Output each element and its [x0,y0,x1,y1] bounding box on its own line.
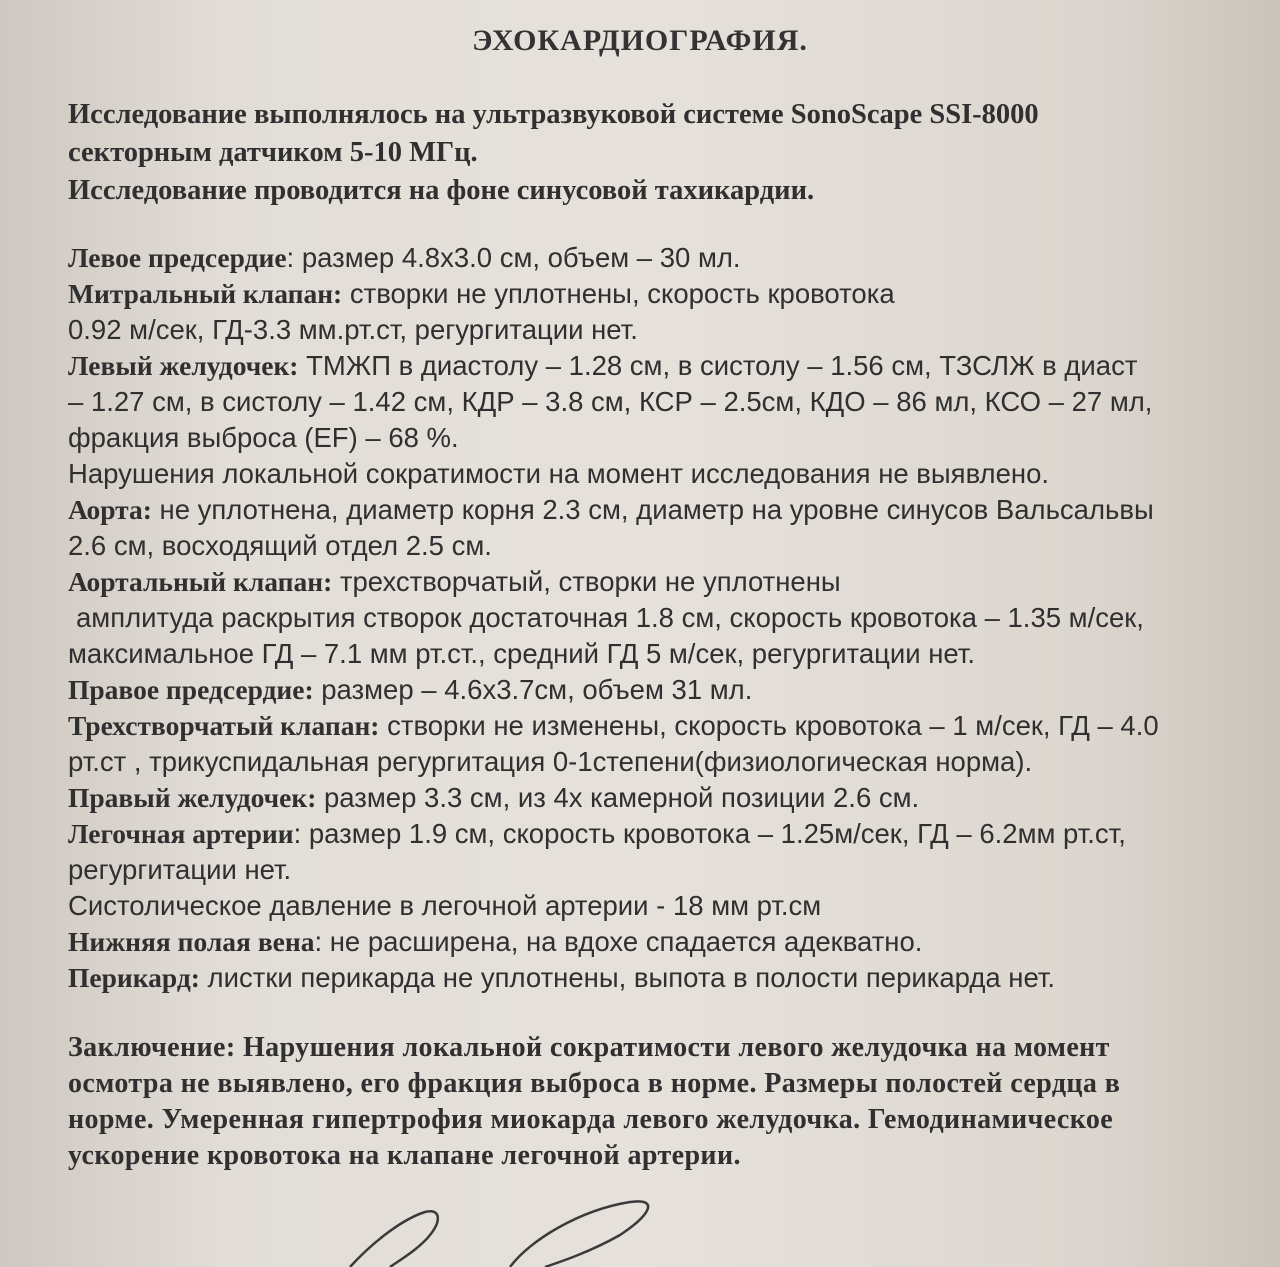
tricuspid-valve-text: створки не изменены, скорость кровотока – 1 м/сек, ГД – 4.0 [379,710,1159,741]
intro-line: Исследование выполнялось на ультразвуковой системе SonoScape SSI-8000 [68,99,1039,130]
mitral-valve-text: створки не уплотнены, скорость кровотока [342,278,895,309]
left-ventricle-line [68,348,1268,384]
intro-block [68,96,1268,210]
document-title: ЭХОКАРДИОГРАФИЯ. [472,24,808,57]
ivc-line [68,924,1268,960]
conclusion-line: норме. Умеренная гипертрофия миокарда левого желудочка. Гемодинамическое [68,1104,1114,1135]
aorta-line: 2.6 см, восходящий отдел 2.5 см. [68,530,492,561]
mitral-valve-line [68,276,1268,312]
left-atrium-text: : размер 4.8х3.0 см, объем – 30 мл. [286,242,741,273]
pulmonary-artery-label: Легочная артерии [68,818,294,849]
left-atrium-label: Левое предсердие [68,242,287,273]
left-atrium-line [68,240,1268,276]
aortic-valve-label: Аортальный клапан: [68,566,333,597]
conclusion-line: осмотра не выявлено, его фракция выброса в норме. Размеры полостей сердца в [68,1068,1121,1099]
conclusion-block [68,1030,1268,1174]
aortic-valve-line: амплитуда раскрытия створок достаточная 1.8 см, скорость кровотока – 1.35 м/сек, [76,602,1144,633]
aortic-valve-line: максимальное ГД – 7.1 мм рт.ст., средний ГД 5 м/сек, регургитации нет. [68,638,975,669]
tricuspid-valve-label: Трехстворчатый клапан: [68,710,380,741]
spacer [68,996,1268,1030]
pulmonary-artery-line [68,816,1268,852]
spacer [68,210,1268,240]
right-atrium-line [68,672,1268,708]
local-contractility-line: Нарушения локальной сократимости на момент исследования не выявлено. [68,458,1050,489]
mitral-valve-line: 0.92 м/сек, ГД-3.3 мм.рт.ст, регургитации нет. [68,314,638,345]
signature-scribble [330,1190,750,1267]
mitral-valve-label: Митральный клапан: [68,278,343,309]
intro-line: Исследование проводится на фоне синусовой тахикардии. [68,175,815,206]
aorta-text: не уплотнена, диаметр корня 2.3 см, диаметр на уровне синусов Вальсальвы [151,494,1154,525]
findings-block [68,240,1268,996]
right-ventricle-line [68,780,1268,816]
left-ventricle-line: фракция выброса (EF) – 68 %. [68,422,459,453]
pericardium-text: листки перикарда не уплотнены, выпота в полости перикарда нет. [199,962,1056,993]
left-ventricle-text: ТМЖП в диастолу – 1.28 см, в систолу – 1.56 см, ТЗСЛЖ в диаст [298,350,1138,381]
ivc-text: : не расширена, на вдохе спадается адекватно. [314,926,923,957]
right-atrium-label: Правое предсердие: [68,674,314,705]
tricuspid-valve-line: рт.ст , трикуспидальная регургитация 0-1степени(физиологическая норма). [68,746,1033,777]
systolic-pressure-line: Систолическое давление в легочной артерии - 18 мм рт.см [68,890,822,921]
pulmonary-artery-text: : размер 1.9 см, скорость кровотока – 1.25м/сек, ГД – 6.2мм рт.ст, [293,818,1126,849]
pulmonary-artery-line: регургитации нет. [68,854,292,885]
intro-line: секторным датчиком 5-10 МГц. [68,137,478,168]
ivc-label: Нижняя полая вена [68,926,315,957]
conclusion-line: Заключение: Нарушения локальной сократимости левого желудочка на момент [68,1032,1110,1063]
right-ventricle-label: Правый желудочек: [68,782,317,813]
tricuspid-valve-line [68,708,1268,744]
pericardium-line [68,960,1268,996]
aorta-line [68,492,1268,528]
aortic-valve-text: трехстворчатый, створки не уплотнены [332,566,841,597]
left-ventricle-line: – 1.27 см, в систолу – 1.42 см, КДР – 3.8 см, КСР – 2.5см, КДО – 86 мл, КСО – 27 мл, [68,386,1153,417]
conclusion-line: ускорение кровотока на клапане легочной артерии. [68,1140,741,1171]
right-ventricle-text: размер 3.3 см, из 4х камерной позиции 2.6 см. [316,782,920,813]
document-body [68,96,1268,1174]
aortic-valve-line [68,564,1268,600]
right-atrium-text: размер – 4.6х3.7см, объем 31 мл. [313,674,753,705]
aorta-label: Аорта: [68,494,152,525]
left-ventricle-label: Левый желудочек: [68,350,299,381]
pericardium-label: Перикард: [68,962,200,993]
